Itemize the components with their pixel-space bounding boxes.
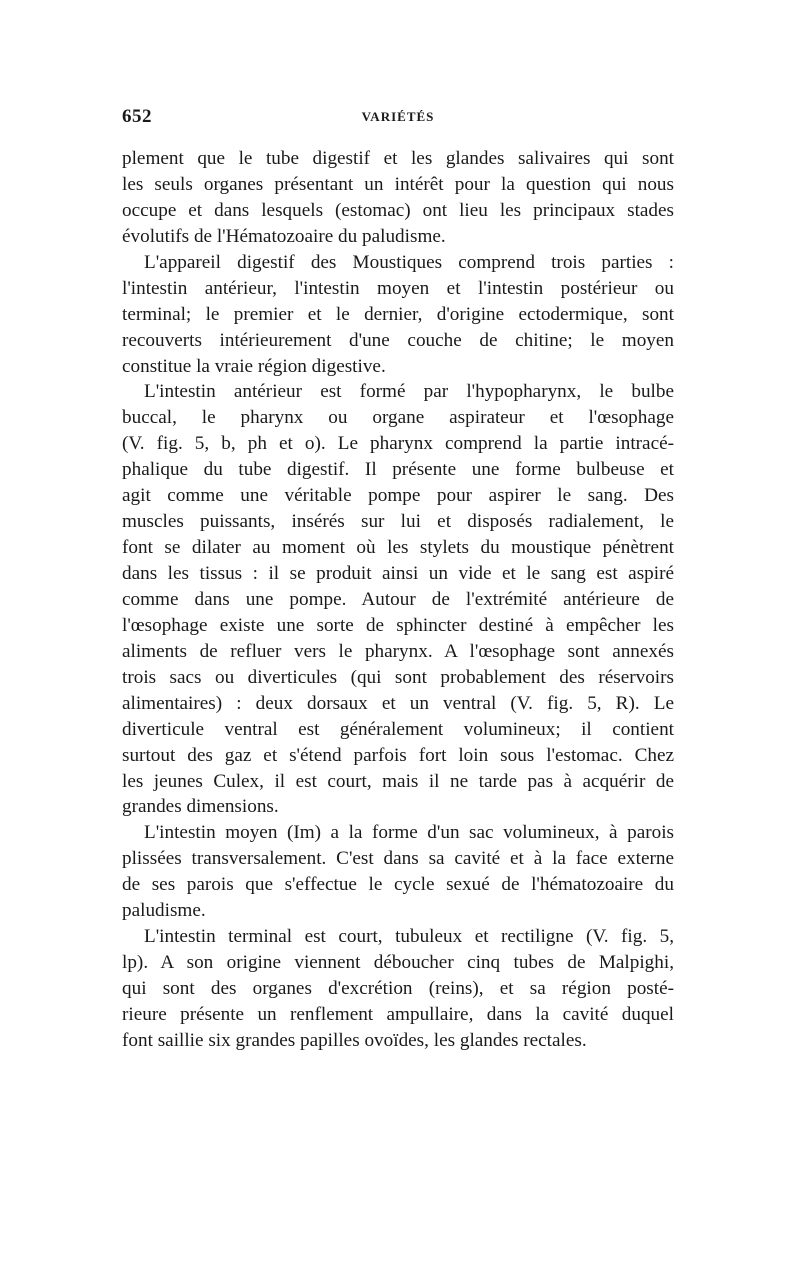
- text-line: font se dilater au moment où les stylets du moustique pénètrent: [122, 537, 674, 559]
- text-line: rieure présente un renflement ampullaire, dans la cavité duquel: [122, 1003, 674, 1025]
- text-line: buccal, le pharynx ou organe aspirateur et l'œsophage: [122, 407, 674, 429]
- text-line: terminal; le premier et le dernier, d'origine ectodermique, sont: [122, 303, 674, 325]
- text-line: plissées transversalement. C'est dans sa cavité et à la face externe: [122, 848, 674, 870]
- text-line: l'intestin antérieur, l'intestin moyen et l'intestin postérieur ou: [122, 277, 674, 299]
- text-line: évolutifs de l'Hématozoaire du paludisme.: [122, 225, 446, 247]
- text-line: grandes dimensions.: [122, 796, 279, 818]
- body-text: [122, 146, 674, 1054]
- text-line: font saillie six grandes papilles ovoïdes, les glandes rectales.: [122, 1029, 587, 1051]
- running-head: [122, 106, 674, 130]
- text-line: trois sacs ou diverticules (qui sont probablement des réservoirs: [122, 666, 674, 688]
- text-line: L'appareil digestif des Moustiques comprend trois parties :: [144, 251, 674, 273]
- page-number: 652: [122, 106, 152, 127]
- text-line: alimentaires) : deux dorsaux et un ventral (V. fig. 5, R). Le: [122, 692, 674, 714]
- text-line: agit comme une véritable pompe pour aspirer le sang. Des: [122, 485, 674, 507]
- text-line: dans les tissus : il se produit ainsi un vide et le sang est aspiré: [122, 563, 674, 584]
- text-line: qui sont des organes d'excrétion (reins), et sa région posté-: [122, 978, 674, 999]
- text-line: L'intestin antérieur est formé par l'hypopharynx, le bulbe: [144, 381, 674, 403]
- text-line: surtout des gaz et s'étend parfois fort loin sous l'estomac. Chez: [122, 744, 674, 766]
- text-line: les jeunes Culex, il est court, mais il ne tarde pas à acquérir de: [122, 770, 674, 792]
- text-line: constitue la vraie région digestive.: [122, 355, 386, 377]
- text-line: de ses parois que s'effectue le cycle sexué de l'hématozoaire du: [122, 874, 674, 896]
- text-line: aliments de refluer vers le pharynx. A l'œsophage sont annexés: [122, 640, 674, 662]
- text-line: L'intestin moyen (Im) a la forme d'un sac volumineux, à parois: [144, 822, 674, 844]
- text-line: occupe et dans lesquels (estomac) ont lieu les principaux stades: [122, 199, 674, 221]
- text-line: muscles puissants, insérés sur lui et disposés radialement, le: [122, 511, 674, 533]
- text-line: phalique du tube digestif. Il présente une forme bulbeuse et: [122, 459, 674, 481]
- text-line: diverticule ventral est généralement volumineux; il contient: [122, 718, 674, 740]
- running-title: VARIÉTÉS: [361, 109, 435, 124]
- text-line: lp). A son origine viennent déboucher cinq tubes de Malpighi,: [122, 952, 674, 974]
- text-line: comme dans une pompe. Autour de l'extrémité antérieure de: [122, 588, 674, 610]
- text-line: plement que le tube digestif et les glandes salivaires qui sont: [122, 148, 674, 169]
- text-line: recouverts intérieurement d'une couche de chitine; le moyen: [122, 329, 674, 351]
- text-line: les seuls organes présentant un intérêt pour la question qui nous: [122, 173, 674, 195]
- text-line: (V. fig. 5, b, ph et o). Le pharynx comprend la partie intracé-: [122, 433, 674, 455]
- text-line: L'intestin terminal est court, tubuleux et rectiligne (V. fig. 5,: [144, 926, 674, 948]
- text-line: paludisme.: [122, 900, 206, 922]
- text-line: l'œsophage existe une sorte de sphincter destiné à empêcher les: [122, 614, 674, 636]
